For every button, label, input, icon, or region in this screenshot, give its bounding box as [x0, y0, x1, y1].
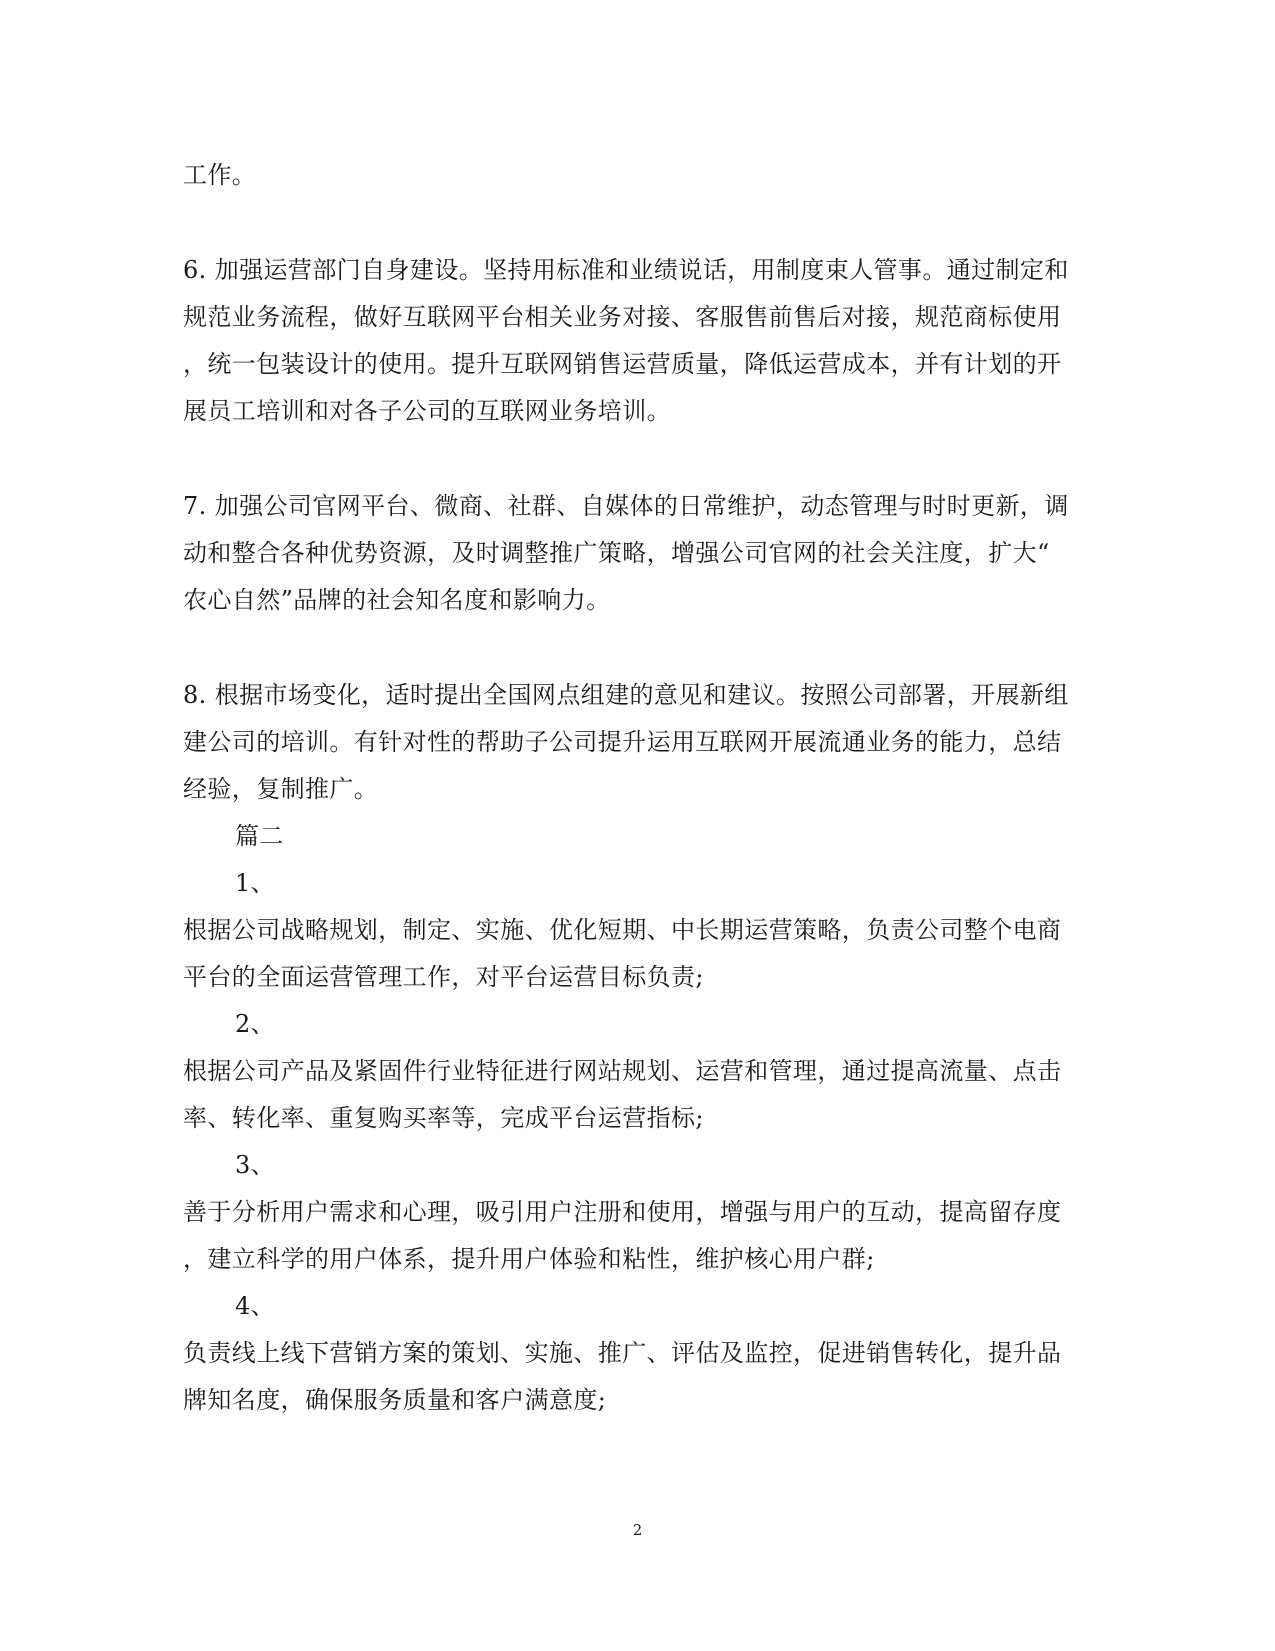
text-line: 规范业务流程，做好互联网平台相关业务对接、客服售前售后对接，规范商标使用: [183, 303, 1062, 331]
text-line: 6. 加强运营部门自身建设。坚持用标准和业绩说话，用制度束人管事。通过制定和: [183, 256, 1069, 284]
text-line: 善于分析用户需求和心理，吸引用户注册和使用，增强与用户的互动，提高留存度: [183, 1198, 1062, 1226]
text-line: 率、转化率、重复购买率等，完成平台运营指标;: [183, 1104, 704, 1132]
text-line: 牌知名度，确保服务质量和客户满意度;: [183, 1386, 607, 1414]
section-heading: 篇二: [235, 822, 284, 850]
text-line: 农心自然”品牌的社会知名度和影响力。: [183, 586, 611, 614]
list-number: 1、: [235, 869, 276, 897]
text-line: 建公司的培训。有针对性的帮助子公司提升运用互联网开展流通业务的能力，总结: [183, 728, 1062, 756]
text-line: ，统一包装设计的使用。提升互联网销售运营质量，降低运营成本，并有计划的开: [183, 350, 1062, 378]
text-line: 动和整合各种优势资源，及时调整推广策略，增强公司官网的社会关注度，扩大“: [183, 539, 1050, 567]
text-line: 工作。: [183, 161, 257, 189]
text-line: 展员工培训和对各子公司的互联网业务培训。: [183, 397, 671, 425]
page-number: 2: [632, 1521, 643, 1539]
text-line: 7. 加强公司官网平台、微商、社群、自媒体的日常维护，动态管理与时时更新，调: [183, 492, 1069, 520]
list-number: 2、: [235, 1010, 276, 1038]
list-number: 3、: [235, 1151, 276, 1179]
text-line: 经验，复制推广。: [183, 775, 379, 803]
text-line: 8. 根据市场变化，适时提出全国网点组建的意见和建议。按照公司部署，开展新组: [183, 681, 1069, 709]
text-line: 根据公司产品及紧固件行业特征进行网站规划、运营和管理，通过提高流量、点击: [183, 1057, 1062, 1085]
list-number: 4、: [235, 1292, 276, 1320]
text-line: ，建立科学的用户体系，提升用户体验和粘性，维护核心用户群;: [183, 1245, 875, 1273]
text-line: 根据公司战略规划，制定、实施、优化短期、中长期运营策略，负责公司整个电商: [183, 916, 1062, 944]
text-line: 负责线上线下营销方案的策划、实施、推广、评估及监控，促进销售转化，提升品: [183, 1339, 1062, 1367]
text-line: 平台的全面运营管理工作，对平台运营目标负责;: [183, 963, 704, 991]
